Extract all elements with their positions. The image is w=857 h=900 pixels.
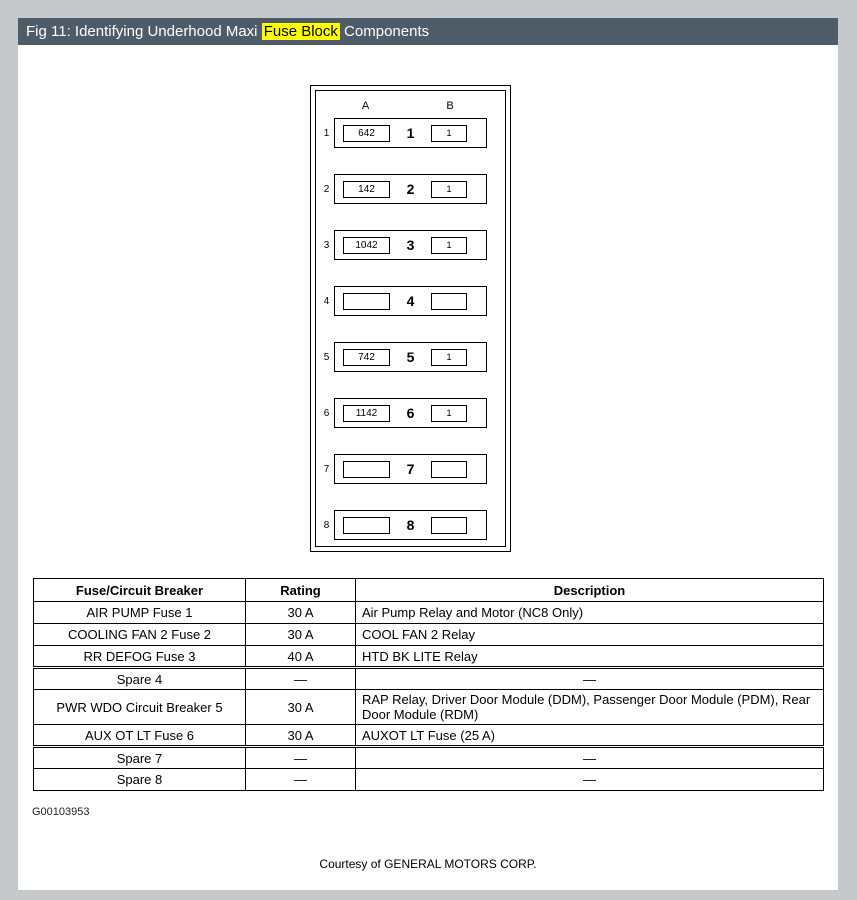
fuse-row (319, 342, 487, 372)
fuse-slot-b (431, 293, 467, 310)
row-number-left: 6 (323, 407, 330, 419)
fuse-row-rect (334, 286, 487, 316)
fuse-slot-b (431, 461, 467, 478)
fuse-row-rect (334, 118, 487, 148)
column-header-rating: Rating (246, 579, 356, 602)
row-number-left: 8 (323, 519, 330, 531)
figure-id: G00103953 (32, 806, 90, 818)
column-b-label: B (446, 100, 454, 112)
fuse-row (319, 230, 487, 260)
column-a-label: A (361, 100, 370, 112)
table-row (34, 668, 824, 690)
fuse-slot-a: 142 (343, 181, 390, 198)
cell-rating: — (246, 668, 356, 690)
fuse-slot-a (343, 461, 390, 478)
row-number-left: 2 (323, 183, 330, 195)
fuse-row-rect (334, 398, 487, 428)
courtesy-line: Courtesy of GENERAL MOTORS CORP. (319, 857, 537, 871)
table-row (34, 769, 824, 791)
cell-fuse: Spare 7 (34, 747, 246, 769)
cell-rating: 30 A (246, 602, 356, 624)
cell-fuse: AUX OT LT Fuse 6 (34, 725, 246, 747)
table-row (34, 690, 824, 725)
figure-title-prefix: Fig 11: Identifying Underhood Maxi (26, 23, 262, 40)
figure-content (18, 45, 838, 890)
row-number-left: 5 (323, 351, 330, 363)
cell-fuse: COOLING FAN 2 Fuse 2 (34, 624, 246, 646)
cell-description: — (356, 668, 824, 690)
cell-description: Air Pump Relay and Motor (NC8 Only) (356, 602, 824, 624)
cell-fuse: Spare 4 (34, 668, 246, 690)
fuse-slot-b: 1 (431, 237, 467, 254)
fuse-row (319, 286, 487, 316)
figure-title-highlight: Fuse Block (263, 23, 338, 40)
fuse-slot-a: 1142 (343, 405, 390, 422)
cell-description: — (356, 769, 824, 791)
header-rect (334, 98, 487, 114)
fuse-slot-a: 1042 (343, 237, 390, 254)
table-header-row (34, 579, 824, 602)
cell-rating: 30 A (246, 690, 356, 725)
fuse-slot-b: 1 (431, 405, 467, 422)
cell-description: AUXOT LT Fuse (25 A) (356, 725, 824, 747)
column-header-description: Description (356, 579, 824, 602)
row-number-center: 3 (406, 237, 415, 253)
fuse-spec-table (33, 578, 824, 791)
cell-description: COOL FAN 2 Relay (356, 624, 824, 646)
fuse-row (319, 454, 487, 484)
fuse-slot-b (431, 517, 467, 534)
cell-rating: 40 A (246, 646, 356, 668)
table-row (34, 624, 824, 646)
table-row (34, 646, 824, 668)
fuse-slot-a: 742 (343, 349, 390, 366)
fuse-slot-b: 1 (431, 125, 467, 142)
cell-fuse: Spare 8 (34, 769, 246, 791)
cell-rating: 30 A (246, 725, 356, 747)
fuse-block-diagram (310, 85, 511, 552)
cell-fuse: AIR PUMP Fuse 1 (34, 602, 246, 624)
fuse-slot-a: 642 (343, 125, 390, 142)
row-number-center: 5 (406, 349, 415, 365)
cell-rating: 30 A (246, 624, 356, 646)
row-number-left: 3 (323, 239, 330, 251)
fuse-row-rect (334, 230, 487, 260)
cell-description: — (356, 747, 824, 769)
fuse-slot-b: 1 (431, 181, 467, 198)
table-row (34, 725, 824, 747)
fuse-slot-b: 1 (431, 349, 467, 366)
table-row (34, 602, 824, 624)
row-number-center: 2 (406, 181, 415, 197)
fuse-row (319, 118, 487, 148)
figure-title-suffix: Components (339, 23, 430, 40)
row-number-center: 1 (406, 125, 415, 141)
cell-fuse: PWR WDO Circuit Breaker 5 (34, 690, 246, 725)
fuse-row (319, 174, 487, 204)
row-number-left: 7 (323, 463, 330, 475)
row-number-center: 4 (406, 293, 415, 309)
cell-rating: — (246, 769, 356, 791)
column-header-row (319, 98, 487, 114)
row-number-left: 4 (323, 295, 330, 307)
column-header-fuse: Fuse/Circuit Breaker (34, 579, 246, 602)
fuse-row-rect (334, 454, 487, 484)
row-number-center: 6 (406, 405, 415, 421)
figure-title-bar (18, 18, 838, 45)
row-number-center: 8 (406, 517, 415, 533)
fuse-block-inner-border (315, 90, 506, 547)
fuse-slot-a (343, 293, 390, 310)
fuse-slot-a (343, 517, 390, 534)
fuse-row-rect (334, 342, 487, 372)
table-row (34, 747, 824, 769)
fuse-row-rect (334, 174, 487, 204)
cell-rating: — (246, 747, 356, 769)
fuse-row (319, 510, 487, 540)
fuse-row-rect (334, 510, 487, 540)
cell-description: RAP Relay, Driver Door Module (DDM), Passenger Door Module (PDM), Rear Door Module (RDM) (356, 690, 824, 725)
cell-description: HTD BK LITE Relay (356, 646, 824, 668)
fuse-row (319, 398, 487, 428)
row-number-center: 7 (406, 461, 415, 477)
row-number-left: 1 (323, 127, 330, 139)
cell-fuse: RR DEFOG Fuse 3 (34, 646, 246, 668)
